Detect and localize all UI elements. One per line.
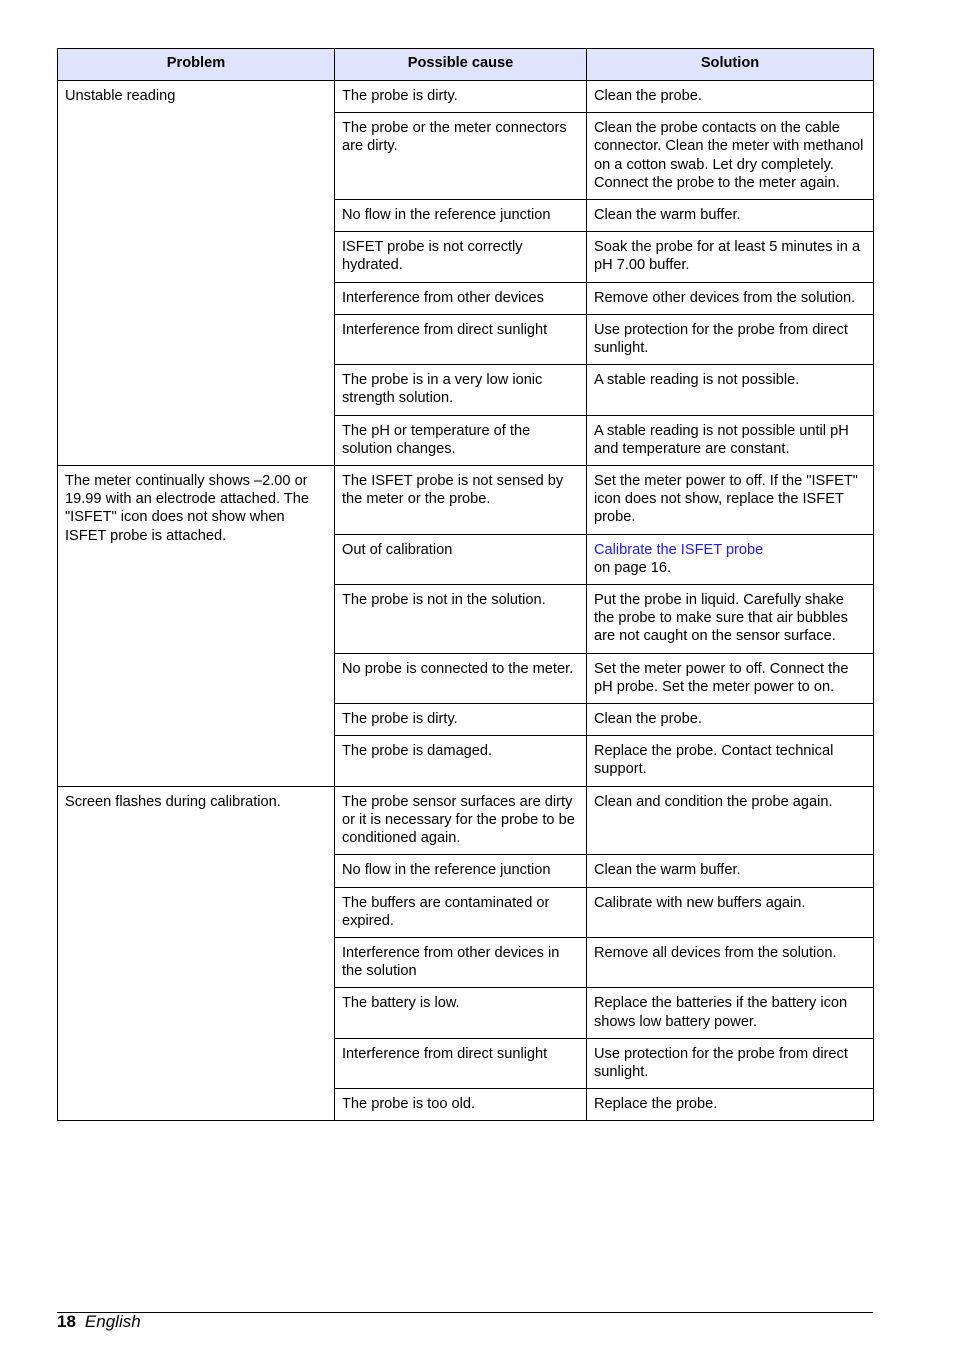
solution-cell: Replace the probe. Contact technical support. bbox=[587, 736, 874, 786]
solution-cell bbox=[587, 534, 874, 584]
cause-cell: The probe is dirty. bbox=[335, 704, 587, 736]
solution-cell: A stable reading is not possible. bbox=[587, 365, 874, 415]
footer-divider bbox=[57, 1312, 873, 1313]
cause-cell: The ISFET probe is not sensed by the meter or the probe. bbox=[335, 466, 587, 535]
solution-cell: Clean and condition the probe again. bbox=[587, 786, 874, 855]
solution-cell: Remove all devices from the solution. bbox=[587, 937, 874, 987]
solution-cell: Use protection for the probe from direct sunlight. bbox=[587, 314, 874, 364]
calibrate-isfet-link[interactable]: Calibrate the ISFET probe bbox=[594, 541, 764, 558]
cause-cell: Interference from direct sunlight bbox=[335, 314, 587, 364]
footer-language: English bbox=[84, 1312, 141, 1331]
cause-cell: No probe is connected to the meter. bbox=[335, 653, 587, 703]
problem-cell: Screen flashes during calibration. bbox=[58, 786, 335, 1121]
cause-cell: The probe sensor surfaces are dirty or it is necessary for the probe to be conditioned again. bbox=[335, 786, 587, 855]
problem-cell: Unstable reading bbox=[58, 81, 335, 466]
cause-cell: The probe is too old. bbox=[335, 1089, 587, 1121]
page-number: 18 bbox=[57, 1312, 76, 1331]
solution-cell: Clean the warm buffer. bbox=[587, 200, 874, 232]
cause-cell: The battery is low. bbox=[335, 988, 587, 1038]
solution-cell: Remove other devices from the solution. bbox=[587, 282, 874, 314]
table-row bbox=[58, 466, 874, 535]
header-problem: Problem bbox=[58, 49, 335, 81]
cause-cell: Interference from direct sunlight bbox=[335, 1038, 587, 1088]
solution-cell: Clean the probe. bbox=[587, 81, 874, 113]
cause-cell: No flow in the reference junction bbox=[335, 200, 587, 232]
cause-cell: Interference from other devices in the solution bbox=[335, 937, 587, 987]
cause-cell: The pH or temperature of the solution changes. bbox=[335, 415, 587, 465]
solution-cell: Use protection for the probe from direct sunlight. bbox=[587, 1038, 874, 1088]
cause-cell: The probe is damaged. bbox=[335, 736, 587, 786]
problem-cell: The meter continually shows –2.00 or 19.99 with an electrode attached. The "ISFET" icon does not show when ISFET probe is attached. bbox=[58, 466, 335, 787]
cause-cell: The probe is dirty. bbox=[335, 81, 587, 113]
solution-cell: Set the meter power to off. Connect the pH probe. Set the meter power to on. bbox=[587, 653, 874, 703]
page-reference: on page 16. bbox=[594, 559, 672, 576]
solution-cell: Replace the batteries if the battery icon shows low battery power. bbox=[587, 988, 874, 1038]
page-footer bbox=[57, 1311, 141, 1333]
table-row bbox=[58, 81, 874, 113]
cause-cell: The probe is not in the solution. bbox=[335, 585, 587, 654]
cause-cell: Interference from other devices bbox=[335, 282, 587, 314]
solution-cell: Soak the probe for at least 5 minutes in a pH 7.00 buffer. bbox=[587, 232, 874, 282]
cause-cell: Out of calibration bbox=[335, 534, 587, 584]
solution-cell: Set the meter power to off. If the "ISFET" icon does not show, replace the ISFET probe. bbox=[587, 466, 874, 535]
cause-cell: The probe or the meter connectors are dirty. bbox=[335, 113, 587, 200]
solution-cell: Calibrate with new buffers again. bbox=[587, 887, 874, 937]
solution-cell: Replace the probe. bbox=[587, 1089, 874, 1121]
solution-cell: Clean the probe. bbox=[587, 704, 874, 736]
troubleshooting-table bbox=[57, 48, 874, 1121]
solution-cell: Put the probe in liquid. Carefully shake the probe to make sure that air bubbles are not caught on the sensor surface. bbox=[587, 585, 874, 654]
header-possible-cause: Possible cause bbox=[335, 49, 587, 81]
solution-cell: A stable reading is not possible until pH and temperature are constant. bbox=[587, 415, 874, 465]
cause-cell: ISFET probe is not correctly hydrated. bbox=[335, 232, 587, 282]
cause-cell: The buffers are contaminated or expired. bbox=[335, 887, 587, 937]
table-header-row bbox=[58, 49, 874, 81]
cause-cell: The probe is in a very low ionic strength solution. bbox=[335, 365, 587, 415]
cause-cell: No flow in the reference junction bbox=[335, 855, 587, 887]
table-row bbox=[58, 786, 874, 855]
header-solution: Solution bbox=[587, 49, 874, 81]
solution-cell: Clean the warm buffer. bbox=[587, 855, 874, 887]
solution-cell: Clean the probe contacts on the cable connector. Clean the meter with methanol on a cotton swab. Let dry completely. Connect the probe to the meter again. bbox=[587, 113, 874, 200]
